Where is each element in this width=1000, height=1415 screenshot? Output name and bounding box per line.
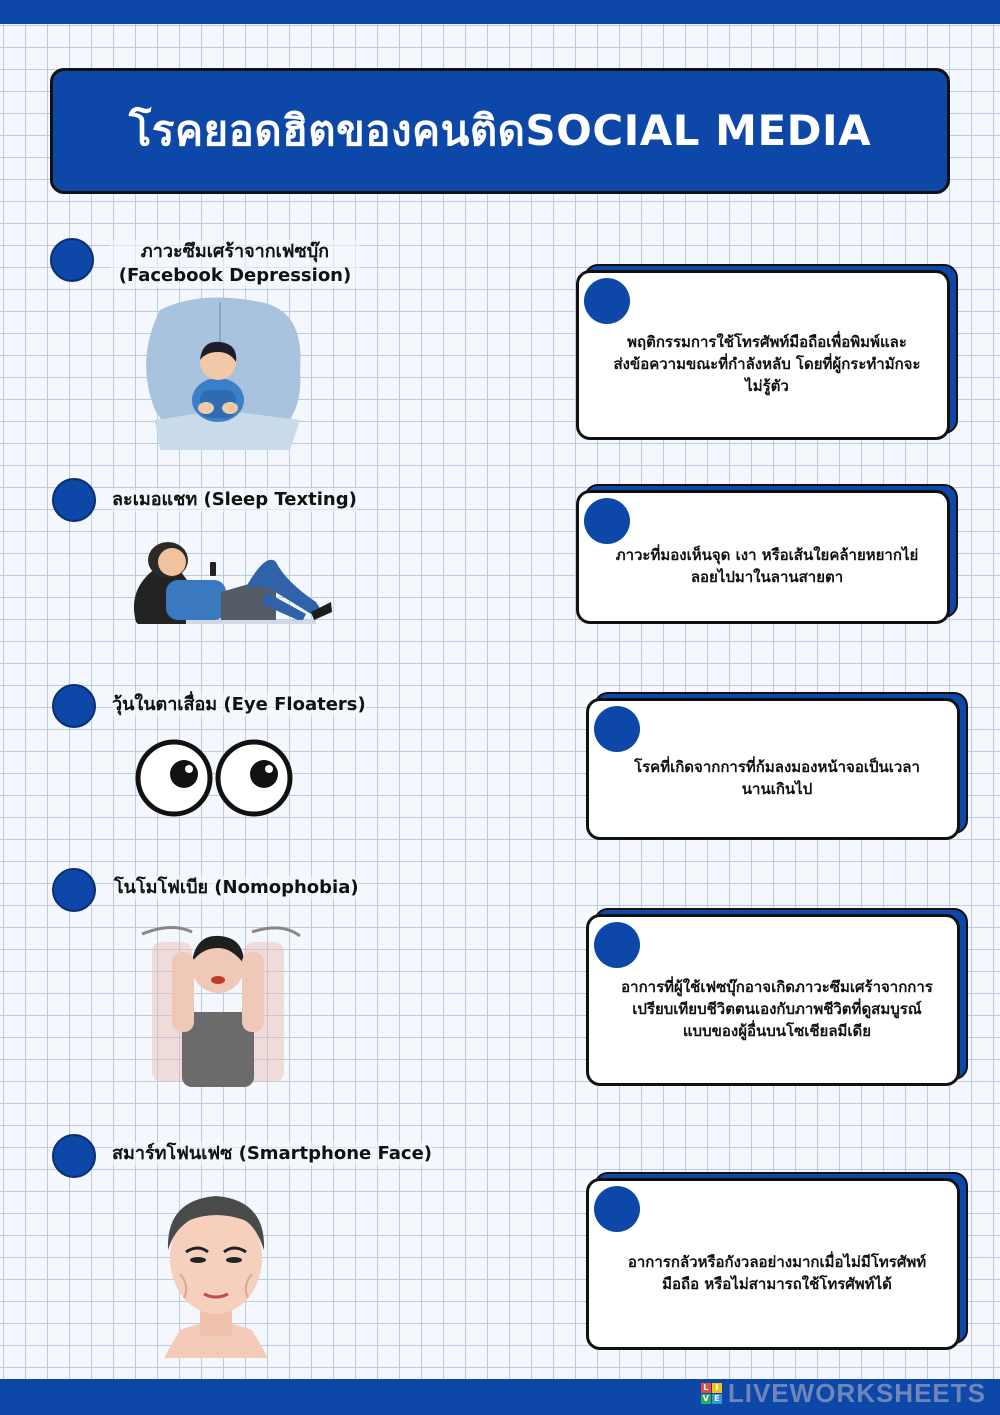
item-bullet-4 bbox=[52, 868, 96, 912]
title-banner bbox=[50, 68, 950, 194]
sad-child-illustration bbox=[140, 290, 310, 455]
item-bullet-2 bbox=[52, 478, 96, 522]
item-label-5: สมาร์ทโฟนเฟซ (Smartphone Face) bbox=[112, 1143, 433, 1164]
item-bullet-5 bbox=[52, 1134, 96, 1178]
woman-lying-with-phone-illustration bbox=[126, 532, 336, 632]
item-label-1 bbox=[110, 240, 360, 288]
item-bullet-3 bbox=[52, 684, 96, 728]
card-text-2: ภาวะที่มองเห็นจุด เงา หรือเส้นใยคล้ายหยากไย่ ลอยไปมาในลานสายตา bbox=[615, 546, 919, 586]
description-card-5 bbox=[586, 1178, 960, 1350]
description-card-4 bbox=[586, 914, 960, 1086]
page-title: โรคยอดฮิตของคนติดSOCIAL MEDIA bbox=[128, 106, 872, 155]
card-text-5: อาการกลัวหรือกังวลอย่างมากเมื่อไม่มีโทรศัพท์ มือถือ หรือไม่สามารถใช้โทรศัพท์ได้ bbox=[627, 1253, 927, 1293]
liveworksheets-watermark bbox=[701, 1378, 986, 1409]
top-band bbox=[0, 0, 1000, 24]
item-label-1-en: (Facebook Depression) bbox=[118, 265, 352, 286]
watermark-text: LIVEWORKSHEETS bbox=[727, 1378, 986, 1408]
anxious-man-illustration bbox=[132, 922, 304, 1092]
item-label-1-th: ภาวะซึมเศร้าจากเฟซบุ๊ก bbox=[140, 241, 330, 262]
card-text-3: โรคที่เกิดจากการที่ก้มลงมองหน้าจอเป็นเวลา นานเกินไป bbox=[634, 758, 920, 798]
liveworksheets-logo-icon: L I V E bbox=[701, 1383, 722, 1404]
item-label-4: โนโมโฟเบีย (Nomophobia) bbox=[114, 877, 359, 898]
cartoon-eyes-illustration bbox=[132, 738, 297, 818]
item-bullet-1 bbox=[50, 238, 94, 282]
aged-face-illustration bbox=[160, 1190, 272, 1358]
item-label-3: วุ้นในตาเสื่อม (Eye Floaters) bbox=[112, 694, 366, 715]
description-card-3 bbox=[586, 698, 960, 840]
description-card-2 bbox=[576, 490, 950, 624]
card-text-1: พฤติกรรมการใช้โทรศัพท์มือถือเพื่อพิมพ์และ ส่งข้อความขณะที่กำลังหลับ โดยที่ผู้กระทำมักจะ ไม่รู้ตัว bbox=[613, 333, 921, 395]
item-label-2: ละเมอแชท (Sleep Texting) bbox=[112, 489, 357, 510]
card-text-4: อาการที่ผู้ใช้เฟซบุ๊กอาจเกิดภาวะซึมเศร้าจากการ เปรียบเทียบชีวิตตนเองกับภาพชีวิตที่ดูสมบูรณ์ แบบของผู้อื่นบนโซเชียลมีเดีย bbox=[621, 978, 933, 1040]
description-card-1 bbox=[576, 270, 950, 440]
